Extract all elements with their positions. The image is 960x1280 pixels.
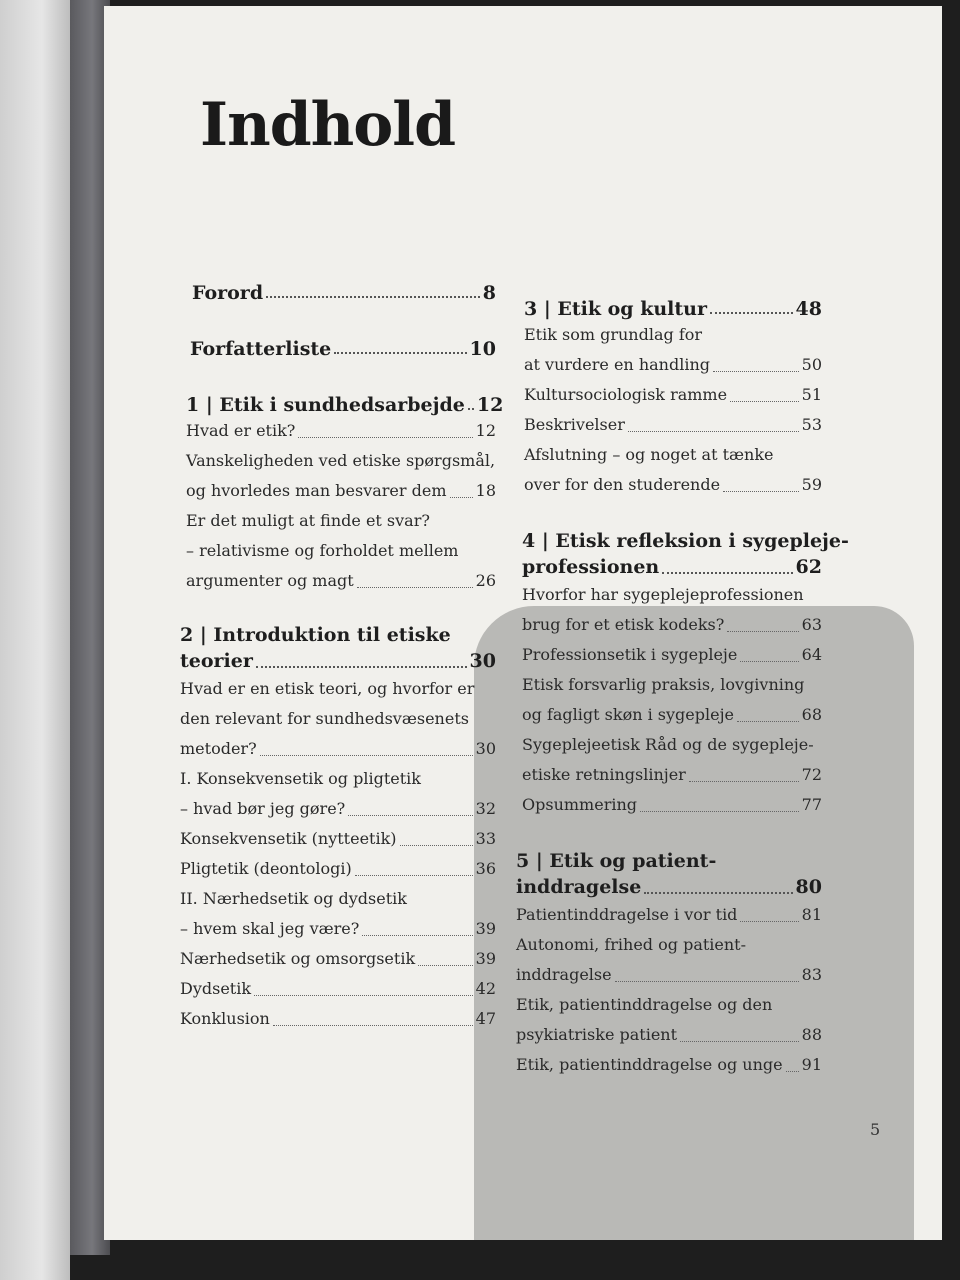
toc-item-line: – relativisme og forholdet mellem — [186, 541, 459, 560]
toc-item-page: 12 — [475, 421, 496, 440]
chapter-page: 30 — [469, 650, 496, 672]
toc-item-page: 59 — [801, 475, 822, 494]
toc-item-page: 51 — [801, 385, 822, 404]
leader-dots — [273, 1025, 473, 1026]
toc-item-page: 88 — [801, 1025, 822, 1044]
toc-item-page: 32 — [475, 799, 496, 818]
toc-item — [180, 734, 496, 764]
toc-item-title: og hvorledes man besvarer dem — [186, 481, 447, 500]
chapter-title: 3 | Etik og kultur — [524, 298, 707, 320]
leader-dots — [256, 666, 467, 668]
leader-dots — [786, 1071, 799, 1072]
toc-item-page: 81 — [801, 905, 822, 924]
leader-dots — [260, 755, 473, 756]
toc-item-page: 47 — [475, 1009, 496, 1028]
toc-item — [186, 566, 496, 596]
toc-right-column — [516, 292, 849, 1080]
chapter-page: 62 — [795, 556, 822, 578]
toc-item-line: Etisk forsvarlig praksis, lovgivning — [522, 675, 805, 694]
toc-item-title: Etik, patientinddragelse og unge — [516, 1055, 783, 1074]
toc-item-line: II. Nærhedsetik og dydsetik — [180, 889, 407, 908]
chapter-2 — [180, 622, 496, 1034]
chapter-heading — [516, 874, 822, 900]
toc-entry-forord — [192, 276, 496, 304]
book-page — [104, 6, 942, 1240]
leader-dots — [710, 312, 793, 314]
leader-dots — [740, 661, 798, 662]
toc-item-page: 63 — [801, 615, 822, 634]
toc-item-page: 91 — [801, 1055, 822, 1074]
toc-item-page: 42 — [475, 979, 496, 998]
toc-item-title: Pligtetik (deontologi) — [180, 859, 352, 878]
chapter-heading — [524, 292, 822, 320]
leader-dots — [628, 431, 799, 432]
leader-dots — [740, 921, 798, 922]
toc-item — [522, 700, 822, 730]
toc-item-title: Konsekvensetik (nytteetik) — [180, 829, 397, 848]
toc-item — [516, 1050, 822, 1080]
toc-item — [186, 416, 496, 446]
toc-item-title: brug for et etisk kodeks? — [522, 615, 725, 634]
toc-item-line: Autonomi, frihed og patient- — [516, 935, 747, 954]
toc-item-title: og fagligt skøn i sygepleje — [522, 705, 735, 724]
toc-item-page: 50 — [801, 355, 822, 374]
toc-item — [524, 380, 822, 410]
leader-dots — [334, 352, 466, 354]
leader-dots — [355, 875, 473, 876]
toc-item-title: Dydsetik — [180, 979, 252, 998]
chapter-title: 1 | Etik i sundhedsarbejde — [186, 394, 465, 416]
toc-item-title: at vurdere en handling — [524, 355, 710, 374]
leader-dots — [468, 408, 474, 410]
toc-item-page: 39 — [475, 949, 496, 968]
chapter-4 — [522, 528, 849, 820]
chapter-heading — [522, 554, 822, 580]
chapter-page: 48 — [795, 298, 822, 320]
toc-item-line: Sygeplejeetisk Råd og de sygepleje- — [522, 735, 814, 754]
toc-item-page: 72 — [801, 765, 822, 784]
leader-dots — [348, 815, 472, 816]
toc-item-line: Er det muligt at finde et svar? — [186, 511, 430, 530]
chapter-title: professionen — [522, 556, 660, 578]
toc-item-page: 36 — [475, 859, 496, 878]
toc-item-page: 77 — [801, 795, 822, 814]
leader-dots — [644, 892, 792, 894]
toc-item — [522, 790, 822, 820]
toc-item-title: metoder? — [180, 739, 257, 758]
leader-dots — [298, 437, 472, 438]
toc-item-title: – hvem skal jeg være? — [180, 919, 360, 938]
toc-item-line: Etik som grundlag for — [524, 325, 703, 344]
toc-entry-title: Forord — [192, 282, 264, 304]
toc-item-page: 68 — [801, 705, 822, 724]
left-page-edge — [0, 0, 70, 1280]
chapter-heading — [180, 648, 496, 674]
toc-item-title: Nærhedsetik og omsorgsetik — [180, 949, 416, 968]
chapter-5 — [516, 848, 822, 1080]
chapter-page: 80 — [795, 876, 822, 898]
leader-dots — [713, 371, 799, 372]
leader-dots — [615, 981, 799, 982]
leader-dots — [737, 721, 799, 722]
leader-dots — [689, 781, 799, 782]
toc-item — [522, 760, 822, 790]
leader-dots — [730, 401, 799, 402]
toc-item-line: I. Konsekvensetik og pligtetik — [180, 769, 421, 788]
toc-entry-title: Forfatterliste — [190, 338, 332, 360]
toc-item — [516, 960, 822, 990]
leader-dots — [727, 631, 798, 632]
leader-dots — [723, 491, 799, 492]
leader-dots — [662, 572, 792, 574]
toc-item-page: 26 — [475, 571, 496, 590]
chapter-title: teorier — [180, 650, 253, 672]
toc-item-title: inddragelse — [516, 965, 612, 984]
toc-item-title: Konklusion — [180, 1009, 270, 1028]
toc-item — [516, 1020, 822, 1050]
chapter-title: 2 | Introduktion til etiske — [180, 624, 451, 646]
leader-dots — [418, 965, 473, 966]
toc-item — [180, 1004, 496, 1034]
toc-item — [522, 640, 822, 670]
toc-item — [180, 974, 496, 1004]
toc-item-line: Hvad er en etisk teori, og hvorfor er — [180, 679, 475, 698]
leader-dots — [266, 296, 480, 298]
leader-dots — [400, 845, 473, 846]
chapter-title: 5 | Etik og patient- — [516, 850, 717, 872]
toc-item-page: 83 — [801, 965, 822, 984]
toc-item — [524, 470, 822, 500]
toc-item — [180, 824, 496, 854]
toc-item-page: 53 — [801, 415, 822, 434]
toc-entry-page: 10 — [469, 338, 496, 360]
toc-item — [524, 350, 822, 380]
toc-item-title: etiske retningslinjer — [522, 765, 686, 784]
page-number: 5 — [870, 1120, 881, 1139]
toc-item-title: Opsummering — [522, 795, 637, 814]
toc-item-title: – hvad bør jeg gøre? — [180, 799, 346, 818]
toc-item — [186, 476, 496, 506]
toc-item-line: Hvorfor har sygeplejeprofessionen — [522, 585, 804, 604]
toc-left-column — [166, 276, 504, 1034]
toc-entry-forfatterliste — [190, 332, 496, 360]
leader-dots — [450, 497, 473, 498]
toc-item — [180, 854, 496, 884]
page-title: Indhold — [200, 90, 456, 160]
toc-item — [524, 410, 822, 440]
toc-item — [522, 610, 822, 640]
toc-item-title: Hvad er etik? — [186, 421, 296, 440]
toc-item-line: Etik, patientinddragelse og den — [516, 995, 773, 1014]
chapter-3 — [524, 292, 822, 500]
toc-item-page: 33 — [475, 829, 496, 848]
chapter-heading — [186, 388, 504, 416]
toc-item — [180, 794, 496, 824]
toc-item-line: Afslutning – og noget at tænke — [524, 445, 774, 464]
chapter-title: inddragelse — [516, 876, 642, 898]
toc-item-title: Kultursociologisk ramme — [524, 385, 728, 404]
toc-item-page: 39 — [475, 919, 496, 938]
chapter-page: 12 — [476, 394, 504, 416]
toc-item-title: psykiatriske patient — [516, 1025, 678, 1044]
toc-item-line: Vanskeligheden ved etiske spørgsmål, — [186, 451, 496, 470]
toc-item-title: over for den studerende — [524, 475, 721, 494]
chapter-title: 4 | Etisk refleksion i sygepleje- — [522, 530, 849, 552]
toc-entry-page: 8 — [482, 282, 496, 304]
toc-item-page: 30 — [475, 739, 496, 758]
toc-item — [180, 944, 496, 974]
toc-item-line: den relevant for sundhedsvæsenets — [180, 709, 469, 728]
toc-item-title: Professionsetik i sygepleje — [522, 645, 738, 664]
toc-item-page: 18 — [475, 481, 496, 500]
toc-item-page: 64 — [801, 645, 822, 664]
toc-item-title: Beskrivelser — [524, 415, 625, 434]
leader-dots — [680, 1041, 799, 1042]
leader-dots — [362, 935, 472, 936]
toc-item — [516, 900, 822, 930]
leader-dots — [357, 587, 473, 588]
toc-item-title: argumenter og magt — [186, 571, 354, 590]
leader-dots — [640, 811, 799, 812]
toc-item — [180, 914, 496, 944]
toc-item-title: Patientinddragelse i vor tid — [516, 905, 738, 924]
chapter-1 — [186, 388, 504, 596]
leader-dots — [254, 995, 473, 996]
